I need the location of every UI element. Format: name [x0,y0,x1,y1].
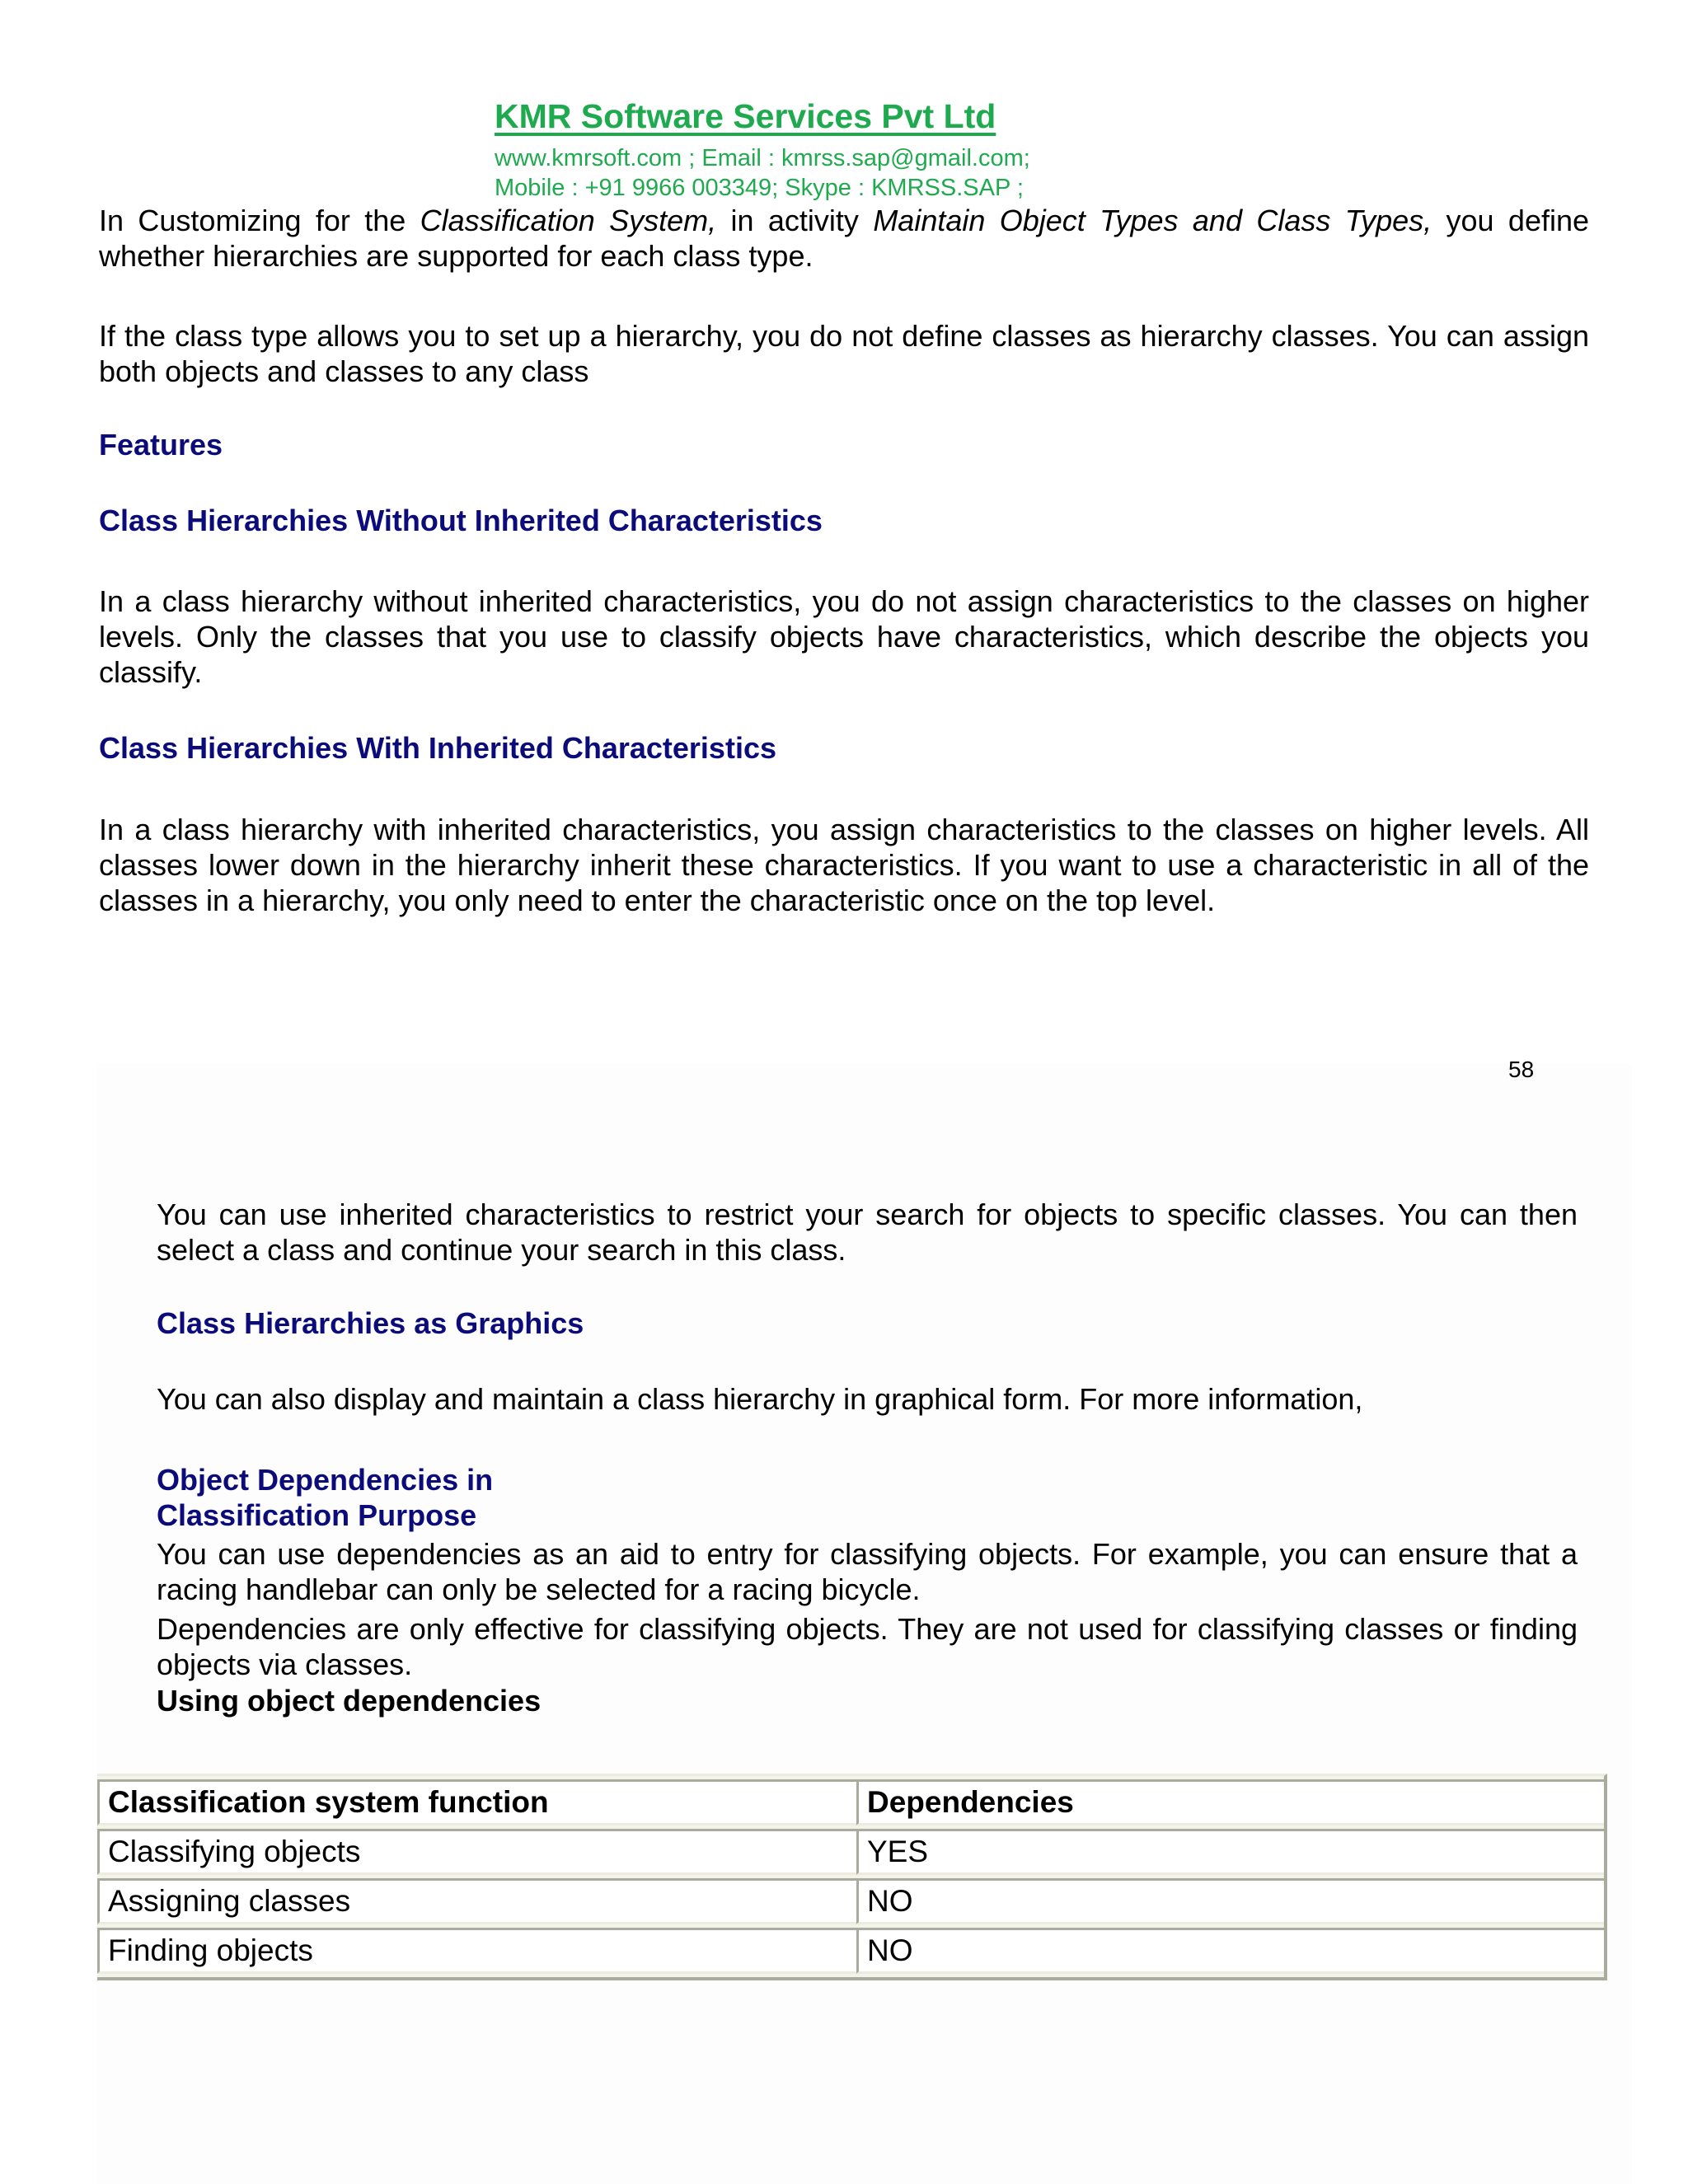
graphics-paragraph: You can also display and maintain a class hierarchy in graphical form. For more information, [157,1382,1363,1416]
table-header-row [97,1779,1604,1825]
intro-text-2: in activity [716,204,874,237]
dependencies-effective-paragraph: Dependencies are only effective for classifying objects. They are not used for classifying classes or finding objects via classes. [157,1612,1578,1681]
with-inherited-paragraph: In a class hierarchy with inherited characteristics, you assign characteristics to the classes on higher levels. All classes lower down in the hierarchy inherit these characteristics. If you want to use a characteristic in all of the classes in a hierarchy, you only need to enter the characteristic once on the top level. [99,813,1589,917]
using-object-dependencies-heading: Using object dependencies [157,1684,542,1718]
function-cell: Classifying objects [97,1829,856,1875]
intro-italic-classification-system: Classification System, [420,204,717,237]
graphics-heading: Class Hierarchies as Graphics [157,1306,584,1340]
dependencies-table [97,1774,1607,1980]
company-name: KMR Software Services Pvt Ltd [495,97,996,135]
dependencies-aid-paragraph: You can use dependencies as an aid to entry for classifying objects. For example, you can ensure that a racing handlebar can only be selected for a racing bicycle. [157,1537,1578,1606]
dependencies-cell: NO [856,1928,1604,1974]
features-heading: Features [99,428,223,462]
column-header-function: Classification system function [97,1779,856,1825]
page-number: 58 [1508,1057,1535,1082]
object-dependencies-heading-line1: Object Dependencies in [157,1463,494,1497]
search-restrict-paragraph: You can use inherited characteristics to restrict your search for objects to specific classes. You can then select a class and continue your search in this class. [157,1197,1578,1267]
dependencies-cell: YES [856,1829,1604,1875]
dependencies-cell: NO [856,1878,1604,1924]
function-cell: Finding objects [97,1928,856,1974]
hierarchy-paragraph: If the class type allows you to set up a hierarchy, you do not define classes as hierarchy classes. You can assign both objects and classes to any class [99,319,1589,388]
intro-text-1: In Customizing for the [99,204,420,237]
intro-paragraph [99,203,1589,274]
table-row [97,1829,1604,1875]
contact-web-email: www.kmrsoft.com ; Email : kmrss.sap@gmail.com; [495,145,1030,171]
without-inherited-heading: Class Hierarchies Without Inherited Characteristics [99,504,823,537]
column-header-dependencies: Dependencies [856,1779,1604,1825]
object-dependencies-heading-line2: Classification Purpose [157,1498,477,1532]
function-cell: Assigning classes [97,1878,856,1924]
intro-italic-activity: Maintain Object Types and Class Types, [873,204,1432,237]
table-row [97,1878,1604,1924]
intro-text-3: you define whether hierarchies are supported for each class type. [99,204,1590,273]
without-inherited-paragraph: In a class hierarchy without inherited characteristics, you do not assign characteristics to the classes on higher levels. Only the classes that you use to classify objects have characteristics, which describe the objects you classify. [99,584,1589,689]
table-row [97,1928,1604,1974]
with-inherited-heading: Class Hierarchies With Inherited Characteristics [99,731,776,765]
contact-phone-skype: Mobile : +91 9966 003349; Skype : KMRSS.SAP ; [495,175,1024,201]
object-dependencies-heading [157,1462,493,1533]
